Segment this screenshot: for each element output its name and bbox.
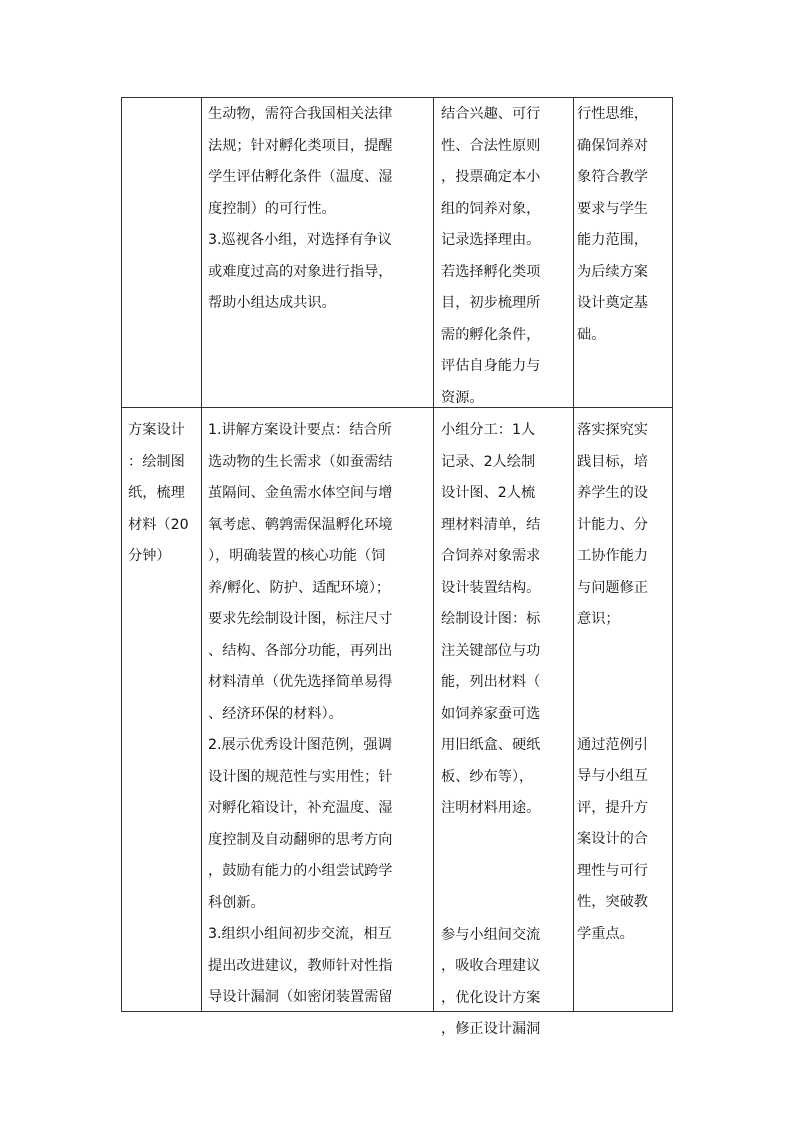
text-line: 法规；针对孵化类项目，提醒 bbox=[208, 137, 393, 154]
text-line: 设计装置结构。 bbox=[441, 579, 541, 596]
text-line: 度控制）的可行性。 bbox=[208, 200, 336, 217]
table-border-top bbox=[121, 97, 673, 98]
text-line: 养/孵化、防护、适配环境）； bbox=[208, 579, 391, 596]
column-divider-1 bbox=[201, 97, 202, 1012]
text-line: 记录选择理由。 bbox=[441, 232, 541, 248]
text-line: 象符合教学 bbox=[577, 169, 648, 185]
text-line: 性、合法性原则 bbox=[441, 137, 541, 154]
text-line: 、经济环保的材料）。 bbox=[208, 705, 343, 722]
text-line: 注关键部位与功 bbox=[441, 642, 541, 659]
text-line: 提出改进建议，教师针对性指 bbox=[208, 957, 393, 974]
text-line: 、结构、各部分功能，再列出 bbox=[208, 642, 393, 659]
text-line: 材料（20 bbox=[128, 516, 189, 533]
text-line: ，鼓励有能力的小组尝试跨学 bbox=[208, 863, 393, 879]
text-line: 组的饲养对象， bbox=[441, 200, 541, 217]
text-line: 如饲养家蚕可选 bbox=[441, 705, 541, 722]
text-line: ，优化设计方案 bbox=[441, 989, 541, 1006]
text-line: 落实探究实 bbox=[577, 422, 648, 438]
text-line: 评估自身能力与 bbox=[441, 358, 541, 374]
text-line: 理性与可行 bbox=[577, 862, 648, 879]
text-line: 用旧纸盒、硬纸 bbox=[441, 737, 541, 753]
text-line: 设计图的规范性与实用性；针 bbox=[208, 768, 393, 785]
text-line: 学生评估孵化条件（温度、湿 bbox=[208, 169, 393, 185]
text-line: 合饲养对象需求 bbox=[441, 548, 541, 564]
text-line: 注明材料用途。 bbox=[441, 800, 541, 816]
text-line: 要求先绘制设计图，标注尺寸 bbox=[208, 611, 393, 627]
text-line: 要求与学生 bbox=[577, 200, 648, 217]
text-line: 确保饲养对 bbox=[577, 137, 648, 154]
text-line: 参与小组间交流 bbox=[441, 926, 541, 943]
row2-design-intent bbox=[577, 415, 672, 950]
row1-student-activity bbox=[441, 99, 571, 414]
text-line: 若选择孵化类项 bbox=[441, 263, 541, 280]
text-line: 科创新。 bbox=[208, 894, 265, 911]
text-line: 方案设计 bbox=[128, 422, 185, 438]
row2-teacher-activity bbox=[208, 415, 436, 1014]
text-line: ：绘制图 bbox=[128, 453, 185, 470]
text-line: 性，突破教 bbox=[577, 894, 648, 910]
text-line: 础。 bbox=[577, 326, 606, 343]
text-line: 工协作能力 bbox=[577, 548, 648, 564]
text-line: 分钟） bbox=[128, 548, 171, 564]
text-line: ），明确装置的核心功能（饲 bbox=[208, 548, 386, 564]
text-line: 纸，梳理 bbox=[128, 485, 185, 501]
table-border-right bbox=[672, 97, 673, 1012]
text-line: ，投票确定本小 bbox=[441, 169, 541, 185]
text-line: 学重点。 bbox=[577, 925, 634, 942]
text-line: 资源。 bbox=[441, 389, 484, 406]
text-line: 板、纱布等）， bbox=[441, 768, 534, 785]
text-line: 记录、2人绘制 bbox=[441, 453, 536, 470]
spacer bbox=[441, 825, 571, 920]
text-line: ，吸收合理建议 bbox=[441, 958, 541, 974]
table-border-left bbox=[121, 97, 122, 1012]
text-line: 导与小组互 bbox=[577, 768, 648, 784]
row2-student-activity bbox=[441, 415, 571, 1046]
text-line: 设计奠定基 bbox=[577, 295, 648, 311]
text-line: 小组分工：1人 bbox=[441, 422, 536, 438]
text-line: 目，初步梳理所 bbox=[441, 295, 541, 311]
text-line: 氧考虑、鹌鹑需保温孵化环境 bbox=[208, 516, 393, 533]
text-line: 意识； bbox=[577, 611, 620, 627]
text-line: 设计图、2人梳 bbox=[441, 485, 536, 501]
text-line: 为后续方案 bbox=[577, 263, 648, 280]
text-line: 材料清单（优先选择简单易得 bbox=[208, 674, 393, 690]
spacer bbox=[577, 636, 672, 730]
text-line: 与问题修正 bbox=[577, 579, 648, 596]
row2-stage bbox=[128, 415, 200, 573]
text-line: 践目标，培 bbox=[577, 453, 648, 470]
text-line: 案设计的合 bbox=[577, 831, 648, 847]
text-line: 3.组织小组间初步交流，相互 bbox=[208, 926, 392, 942]
column-divider-3 bbox=[573, 97, 574, 1012]
text-line: 1.讲解方案设计要点：结合所 bbox=[208, 422, 392, 438]
row-divider bbox=[121, 407, 673, 408]
text-line: 茧隔间、金鱼需水体空间与增 bbox=[208, 485, 393, 501]
text-line: 通过范例引 bbox=[577, 736, 648, 753]
text-line: 能力范围， bbox=[577, 232, 648, 248]
text-line: 2.展示优秀设计图范例，强调 bbox=[208, 737, 392, 753]
text-line: 行性思维， bbox=[577, 106, 648, 122]
text-line: 计能力、分 bbox=[577, 516, 648, 533]
text-line: 对孵化箱设计，补充温度、湿 bbox=[208, 800, 393, 816]
text-line: 需的孵化条件， bbox=[441, 326, 541, 343]
text-line: 3.巡视各小组，对选择有争议 bbox=[208, 232, 392, 248]
text-line: 帮助小组达成共识。 bbox=[208, 295, 336, 311]
text-line: 或难度过高的对象进行指导， bbox=[208, 263, 393, 280]
text-line: 导设计漏洞（如密闭装置需留 bbox=[208, 989, 393, 1005]
text-line: 度控制及自动翻卵的思考方向 bbox=[208, 831, 393, 848]
row1-design-intent bbox=[577, 99, 672, 351]
text-line: 能，列出材料（ bbox=[441, 674, 541, 690]
text-line: 绘制设计图：标 bbox=[441, 611, 541, 627]
text-line: 结合兴趣、可行 bbox=[441, 106, 541, 122]
text-line: 理材料清单，结 bbox=[441, 516, 541, 533]
text-line: ，修正设计漏洞 bbox=[441, 1021, 541, 1037]
row1-teacher-activity bbox=[208, 99, 436, 320]
text-line: 选动物的生长需求（如蚕需结 bbox=[208, 453, 393, 470]
text-line: 评，提升方 bbox=[577, 799, 648, 816]
text-line: 生动物，需符合我国相关法律 bbox=[208, 106, 393, 122]
text-line: 养学生的设 bbox=[577, 485, 648, 501]
lesson-plan-table bbox=[121, 97, 673, 1037]
